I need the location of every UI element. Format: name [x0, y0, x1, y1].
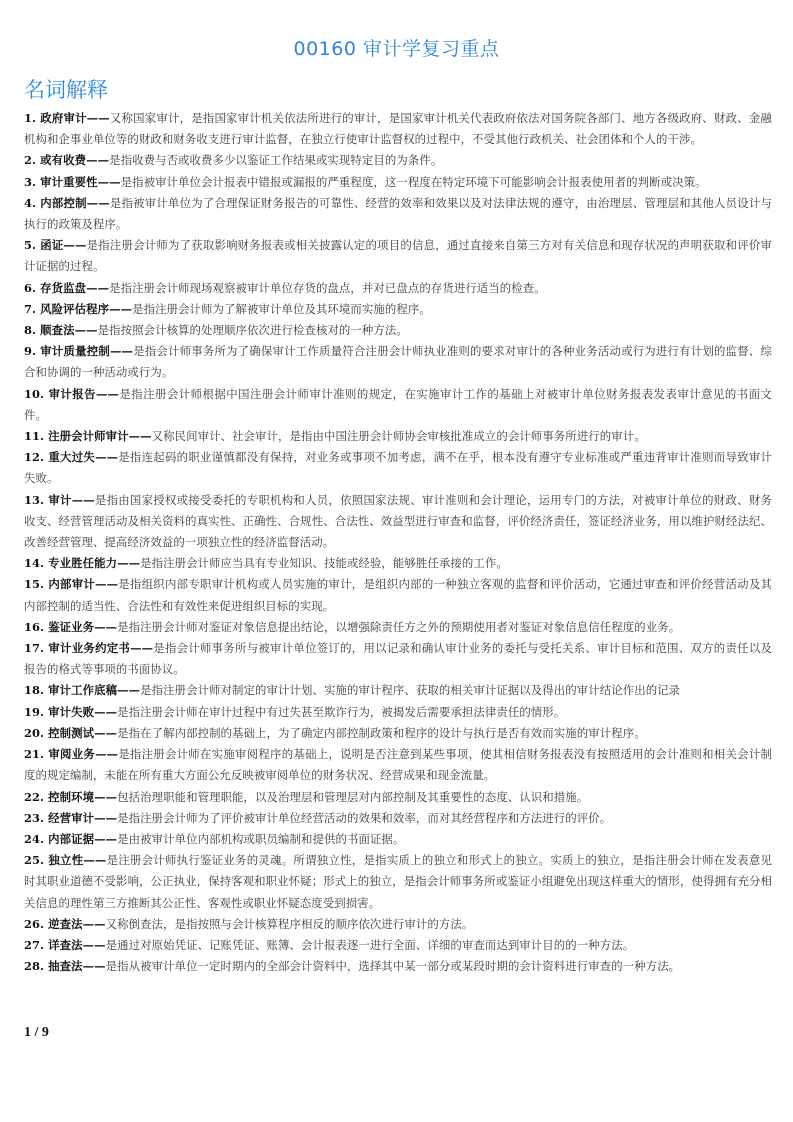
definition-entry — [24, 278, 772, 299]
definition-entry — [24, 384, 772, 426]
entry-term: 8. 顺查法—— — [24, 323, 98, 338]
page-number: 1 / 9 — [24, 1025, 49, 1040]
entry-term: 17. 审计业务约定书—— — [24, 641, 154, 656]
entry-text: 是指由国家授权或接受委托的专职机构和人员，依照国家法规、审计准则和会计理论，运用专门的方法，对被审计单位的财政、财务收支、经营管理活动及相关资料的真实性、正确性、合规性、合法性、效益型进行审查和监督，评价经济责任，签证经济业务，用以维护财经法纪、改善经营管理、提高经济效益的一项独立性的经济监督活动。 — [24, 492, 772, 550]
definition-list — [24, 108, 772, 977]
entry-text: 是指被审计单位为了合理保证财务报告的可靠性、经营的效率和效果以及对法律法规的遵守，由治理层、管理层和其他人员设计与执行的政策及程序。 — [24, 195, 773, 232]
entry-term: 9. 审计质量控制—— — [24, 344, 133, 359]
definition-entry — [24, 320, 772, 341]
entry-term: 6. 存货监盘—— — [24, 280, 110, 295]
entry-text: 是通过对原始凭证、记账凭证、账簿、会计报表逐一进行全面、详细的审查而达到审计目的的一种方法。 — [105, 937, 635, 952]
entry-term: 23. 经营审计—— — [24, 810, 118, 825]
entry-term: 25. 独立性—— — [24, 853, 107, 868]
entry-term: 27. 详查法—— — [24, 937, 106, 952]
definition-entry — [24, 574, 772, 616]
entry-text: 是指会计师事务所与被审计单位签订的，用以记录和确认审计业务的委托与受托关系、审计目标和范围、双方的责任以及报告的格式等事项的书面协议。 — [24, 641, 772, 677]
entry-term: 18. 审计工作底稿—— — [24, 683, 141, 698]
entry-text: 是指在了解内部控制的基础上，为了确定内部控制政策和程序的设计与执行是否有效而实施的审计程序。 — [117, 725, 646, 740]
entry-text: 是指注册会计师在审计过程中有过失甚至欺诈行为，被揭发后需要承担法律责任的情形。 — [117, 704, 566, 719]
entry-text: 是指会计师事务所为了确保审计工作质量符合注册会计师执业准则的要求对审计的各种业务活动或行为进行有计划的监督、综合和协调的一种活动或行为。 — [24, 344, 772, 380]
entry-text: 是指收费与否或收费多少以鉴证工作结果或实现特定目的为条件。 — [109, 153, 443, 168]
entry-term: 1. 政府审计—— — [24, 111, 110, 125]
entry-term: 24. 内部证据—— — [24, 831, 118, 846]
entry-term: 10. 审计报告—— — [24, 386, 120, 401]
definition-entry — [24, 680, 772, 701]
entry-text: 是指注册会计师现场观察被审计单位存货的盘点，并对已盘点的存货进行适当的检查。 — [109, 280, 546, 295]
definition-entry — [24, 723, 772, 744]
definition-entry — [24, 150, 772, 171]
entry-term: 21. 审阅业务—— — [24, 747, 119, 762]
entry-text: 是指组织内部专职审计机构或人员实施的审计，是组织内部的一种独立客观的监督和评价活动，它通过审查和评价经营活动及其内部控制的适当性、合法性和有效性来促进组织目标的实现。 — [24, 577, 772, 613]
definition-entry — [24, 787, 772, 808]
entry-term: 5. 函证—— — [24, 238, 87, 253]
entry-text: 是指按照会计核算的处理顺序依次进行检查核对的一种方法。 — [97, 323, 408, 338]
entry-term: 20. 控制测试—— — [24, 725, 118, 740]
definition-entry — [24, 193, 772, 235]
entry-text: 是指注册会计师为了获取影响财务报表或相关披露认定的项目的信息，通过直接来自第三方对有关信息和现存状况的声明获取和评价审计证据的过程。 — [24, 238, 773, 274]
definition-entry — [24, 956, 772, 977]
definition-entry — [24, 341, 772, 383]
definition-entry — [24, 299, 772, 320]
entry-text: 是指连起码的职业谨慎都没有保持，对业务或事项不加考虑，满不在乎，根本没有遵守专业标准或严重违背审计准则而导致审计失败。 — [24, 450, 772, 486]
definition-entry — [24, 744, 772, 786]
entry-term: 3. 审计重要性—— — [24, 174, 121, 189]
entry-term: 11. 注册会计师审计—— — [24, 429, 152, 444]
entry-term: 2. 或有收费—— — [24, 153, 110, 168]
entry-text: 是指注册会计师对鉴证对象信息提出结论，以增强除责任方之外的预期使用者对鉴证对象信息信任程度的业务。 — [117, 619, 681, 634]
entry-text: 又称民间审计、社会审计，是指由中国注册会计师协会审核批准成立的会计师事务所进行的审计。 — [151, 429, 646, 444]
entry-term: 14. 专业胜任能力—— — [24, 556, 141, 571]
entry-text: 是指注册会计师为了解被审计单位及其环境而实施的程序。 — [132, 301, 431, 316]
entry-text: 是指从被审计单位一定时期内的全部会计资料中，选择其中某一部分或某段时期的会计资料进行审查的一种方法。 — [105, 959, 681, 974]
section-title: 名词解释 — [24, 78, 108, 102]
entry-term: 16. 鉴证业务—— — [24, 619, 118, 634]
document-title: 00160 审计学复习重点 — [293, 38, 500, 60]
definition-entry — [24, 108, 772, 150]
entry-text: 是指注册会计师在实施审阅程序的基础上，说明是否注意到某些事项，使其相信财务报表没有按照适用的会计准则和相关会计制度的规定编制，未能在所有重大方面公允反映被审阅单位的财务状况、经营成果和现金流量。 — [24, 747, 772, 783]
entry-term: 13. 审计—— — [24, 492, 95, 507]
definition-entry — [24, 638, 772, 680]
definition-entry — [24, 850, 772, 914]
definition-entry — [24, 617, 772, 638]
entry-term: 28. 抽查法—— — [24, 959, 106, 974]
definition-entry — [24, 829, 772, 850]
definition-entry — [24, 490, 772, 554]
entry-text: 是指注册会计师为了评价被审计单位经营活动的效果和效率，而对其经营程序和方法进行的评价。 — [117, 810, 612, 825]
definition-entry — [24, 235, 772, 277]
entry-term: 12. 重大过失—— — [24, 450, 119, 465]
definition-entry — [24, 935, 772, 956]
entry-term: 19. 审计失败—— — [24, 704, 118, 719]
entry-text: 是指注册会计师对制定的审计计划、实施的审计程序、获取的相关审计证据以及得出的审计结论作出的记录 — [140, 683, 681, 698]
definition-entry — [24, 808, 772, 829]
definition-entry — [24, 426, 772, 447]
entry-text: 又称倒查法，是指按照与会计核算程序相反的顺序依次进行审计的方法。 — [105, 916, 474, 931]
entry-text: 是指被审计单位会计报表中错报或漏报的严重程度，这一程度在特定环境下可能影响会计报表使用者的判断或决策。 — [120, 174, 707, 189]
entry-text: 包括治理职能和管理职能，以及治理层和管理层对内部控制及其重要性的态度、认识和措施。 — [117, 789, 589, 804]
entry-term: 15. 内部审计—— — [24, 577, 119, 592]
definition-entry — [24, 447, 772, 489]
definition-entry — [24, 702, 772, 723]
entry-text: 是指注册会计师应当具有专业知识、技能或经验，能够胜任承接的工作。 — [140, 556, 508, 571]
entry-text: 是指注册会计师根据中国注册会计师审计准则的规定，在实施审计工作的基础上对被审计单位财务报表发表审计意见的书面文件。 — [24, 386, 772, 422]
entry-text: 是由被审计单位内部机构或职员编制和提供的书面证据。 — [117, 831, 405, 846]
definition-entry — [24, 553, 772, 574]
entry-text: 又称国家审计，是指国家审计机关依法所进行的审计，是国家审计机关代表政府依法对国务院各部门、地方各级政府、财政、金融机构和企事业单位等的财政和财务收支进行审计监督，在独立行使审计监督权的过程中，不受其他行政机关、社会团体和个人的干涉。 — [24, 111, 773, 147]
entry-term: 26. 逆查法—— — [24, 916, 106, 931]
entry-term: 22. 控制环境—— — [24, 789, 118, 804]
entry-term: 4. 内部控制—— — [24, 195, 110, 210]
definition-entry — [24, 172, 772, 193]
entry-text: 是注册会计师执行鉴证业务的灵魂。所谓独立性，是指实质上的独立和形式上的独立。实质上的独立，是指注册会计师在发表意见时其职业道德不受影响，公正执业，保持客观和职业怀疑；形式上的独立，是指会计师事务所或鉴证小组避免出现这样重大的情形，使得拥有充分相关信息的理性第三方推断其公正性、客观性或职业怀疑态度受到损害。 — [24, 853, 773, 910]
definition-entry — [24, 914, 772, 935]
entry-term: 7. 风险评估程序—— — [24, 301, 133, 316]
